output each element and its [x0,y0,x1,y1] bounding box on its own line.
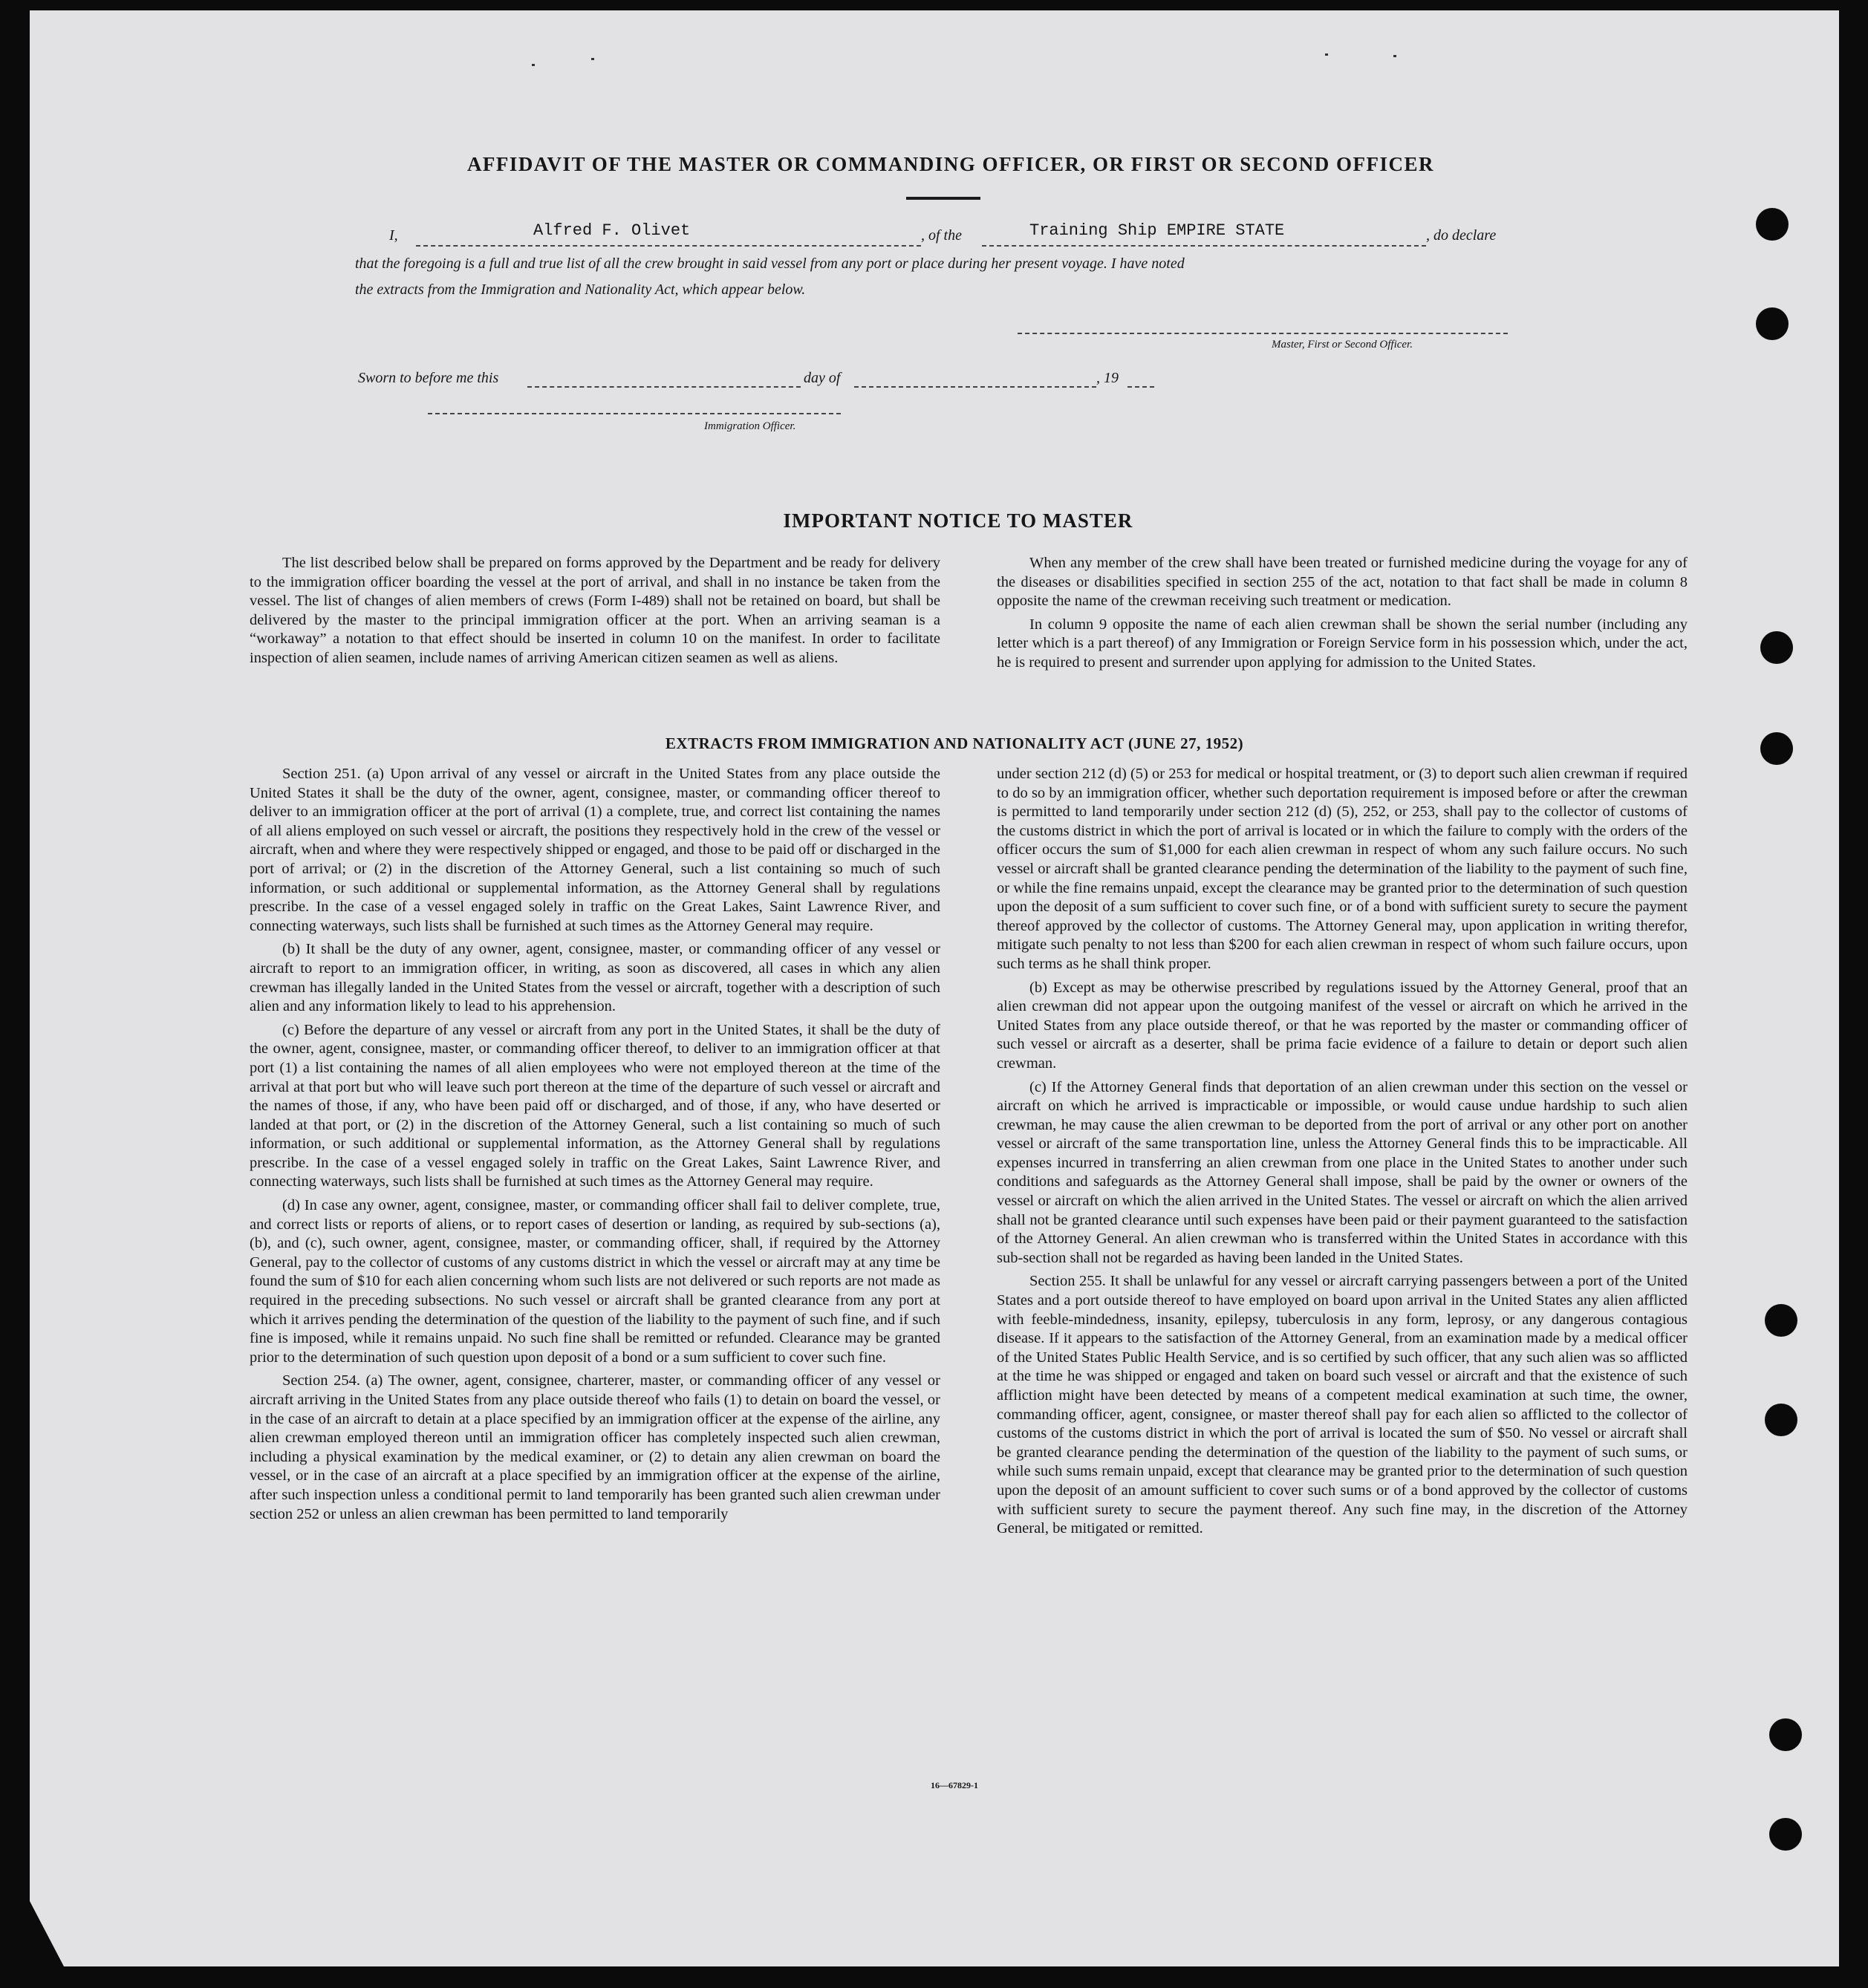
extracts-right-column [997,765,1688,1543]
scan-speck [532,64,535,66]
declare-label: , do declare [1426,227,1497,244]
master-signature-line [1018,333,1508,334]
officer-caption: Immigration Officer. [704,420,796,432]
extract-paragraph: Section 254. (a) The owner, agent, consignee, charterer, master, or commanding officer of any vessel or aircraft arriving in the United States from any place outside thereof who fails (1) to detain on board the vessel, or in the case of an aircraft to detain at a place specified by an immigration officer at the expense of the airline, any alien crewman employed thereon until an immigration officer has completely inspected such alien crewman, including a physical examination by the medical examiner, or (2) to detain any alien crewman on board the vessel, or in the case of an aircraft at a place specified by an immigration officer at the expense of the airline, after such inspection unless a conditional permit to land temporarily has been granted such alien crewman under section 252 or unless an alien crewman has been permitted to land temporarily [250,1372,940,1522]
punch-hole [1765,1304,1797,1337]
notice-paragraph: In column 9 opposite the name of each alien crewman shall be shown the serial number (including any letter which is a part thereof) of any Immigration or Foreign Service form in his possession which, under the act, he is required to present and surrender upon applying for admission to the United States. [997,616,1688,671]
affidavit-text-2: the extracts from the Immigration and Nationality Act, which appear below. [355,281,806,298]
i-label: I, [389,227,398,244]
extract-paragraph: (c) Before the departure of any vessel or aircraft from any port in the United States, it shall be the duty of the owner, agent, consignee, master, or commanding officer thereof, to deliver to an immigration officer at that port (1) a list containing the names of all alien employees who were not employed thereon at the time of the arrival at that port but who will leave such port thereon at the time of the departure of such vessel or aircraft and the names of those, if any, who have been paid off or discharged, and of those, if any, who have deserted or landed at that port, or (2) in the discretion of the Attorney General, such a list containing so much of such information, or such additional or supplemental information, as the Attorney General shall by regulations prescribe. In the case of a vessel engaged solely in traffic on the Great Lakes, Saint Lawrence River, and connecting waterways, such lists shall be furnished at such times as the Attorney General may require. [250,1021,940,1190]
extracts-left-column [250,765,940,1528]
punch-hole [1760,732,1793,765]
of-the-label: , of the [921,227,962,244]
notice-left-column [250,554,940,673]
notice-paragraph: The list described below shall be prepared on forms approved by the Department and be ready for delivery to the immigration officer boarding the vessel at the port of arrival, and shall in no instance be taken from the vessel. The list of changes of alien members of crews (Form I-489) shall not be retained on board, but shall be delivered by the master to the principal immigration officer at the port. When an arriving seaman is a “workaway” a notation to that effect should be inserted in column 10 on the manifest. In order to facilitate inspection of alien seamen, include names of arriving American citizen seamen as well as aliens. [250,555,940,666]
extracts-title: EXTRACTS FROM IMMIGRATION AND NATIONALITY ACT (JUNE 27, 1952) [665,734,1244,752]
vessel-line [982,245,1426,247]
sworn-label: Sworn to before me this [358,370,499,386]
name-line [416,245,921,247]
affidavit-title: AFFIDAVIT OF THE MASTER OR COMMANDING OFFICER, OR FIRST OR SECOND OFFICER [466,153,1435,175]
scan-speck [1393,55,1396,57]
extract-paragraph: Section 251. (a) Upon arrival of any vessel or aircraft in the United States from any place outside the United States it shall be the duty of the owner, agent, consignee, master, or commanding officer thereof to deliver to an immigration officer at the port of arrival (1) a complete, true, and correct list containing the names of all aliens employed on such vessel or aircraft, the positions they respectively hold in the crew of the vessel or aircraft, when and where they were respectively shipped or engaged, and those to be paid off or discharged in the port of arrival; or (2) in the discretion of the Attorney General, such a list containing so much of such information, or such additional or supplemental information, as the Attorney General shall by regulations prescribe. In the case of a vessel engaged solely in traffic on the Great Lakes, Saint Lawrence River, and connecting waterways, such lists shall be furnished at such times as the Attorney General may require. [250,766,940,934]
master-name-field[interactable]: Alfred F. Olivet [533,221,691,240]
vessel-name-field[interactable]: Training Ship EMPIRE STATE [1029,221,1285,240]
extract-paragraph: (c) If the Attorney General finds that deportation of an alien crewman under this section on the vessel or aircraft on which he arrived is impracticable or impossible, or would cause undue hardship to such alien crewman, he may cause the alien crewman to be deported from the port of arrival or any other port on another vessel or aircraft of the same transportation line, unless the Attorney General finds this to be impracticable. All expenses incurred in transferring an alien crewman from one place in the United States to another under such conditions and safeguards as the Attorney General shall impose, shall be paid by the owner or owners of the vessel or aircraft on which the alien arrived in the United States. The vessel or aircraft on which the alien arrived shall not be granted clearance until such expenses have been paid or their payment guaranteed to the satisfaction of the Attorney General. An alien crewman who is transferred within the United States in accordance with this sub-section shall not be regarded as having been landed in the United States. [997,1078,1688,1266]
day-of-label: day of [804,370,841,386]
affidavit-text-1: that the foregoing is a full and true list of all the crew brought in said vessel from any port or place during her present voyage. I have noted [355,255,1185,272]
title-rule [906,197,980,200]
extract-paragraph: (b) It shall be the duty of any owner, agent, consignee, master, or commanding officer of any vessel or aircraft to report to an immigration officer, in writing, as soon as discovered, all cases in which any alien crewman has illegally landed in the United States from the vessel or aircraft, together with a description of such alien and any information likely to lead to his apprehension. [250,941,940,1015]
extract-paragraph: (d) In case any owner, agent, consignee, master, or commanding officer shall fail to deliver complete, true, and correct lists or reports of aliens, or to report cases of desertion or landing, as required by sub-sections (a), (b), and (c), such owner, agent, consignee, master, or commanding officer, shall, if required by the Attorney General, pay to the collector of customs of any customs district in which the vessel or aircraft may at any time be found the sum of $10 for each alien concerning whom such lists are not delivered or such reports are not made as required in the preceding subsections. No such vessel or aircraft shall be granted clearance from any port at which it arrives pending the determination of the question of the liability to the payment of such fine, and if such fine is imposed, while it remains unpaid. No such fine shall be remitted or refunded. Clearance may be granted prior to the determination of such question upon deposit of a bond or a sum sufficient to cover such fine. [250,1197,940,1366]
sworn-month-line [854,386,1096,388]
extract-paragraph: Section 255. It shall be unlawful for any vessel or aircraft carrying passengers between a port of the United States and a port outside thereof to have employed on board upon arrival in the United States any alien afflicted with feeble-mindedness, insanity, epilepsy, tuberculosis in any form, leprosy, or any dangerous contagious disease. If it appears to the satisfaction of the Attorney General, from an examination made by a medical officer of the United States Public Health Service, and is so certified by such officer, that any such alien was so afflicted at the time he was shipped or engaged and taken on board such vessel or aircraft and that the existence of such affliction might have been detected by means of a competent medical examination at such time, the owner, commanding officer, agent, consignee, or master thereof shall pay for each alien so afflicted to the collector of customs of the customs district in which the port of arrival is located the sum of $50. No vessel or aircraft shall be granted clearance pending the determination of the question of the liability to the payment of such sums, or while such sums remain unpaid, except that clearance may be granted prior to the determination of such question upon the deposit of an amount sufficient to cover such sums or of a bond approved by the collector of customs with sufficient surety to secure the payment thereof. Any such fine may, in the discretion of the Attorney General, be mitigated or remitted. [997,1273,1688,1537]
punch-hole [1756,307,1789,340]
year-label: , 19 [1096,370,1119,386]
extract-paragraph: (b) Except as may be otherwise prescribed by regulations issued by the Attorney General, proof that an alien crewman did not appear upon the outgoing manifest of the vessel or aircraft on which he arrived in the United States from any place outside thereof, or that he was reported by the master or commanding officer of such vessel or aircraft as a deserter, shall be prima facie evidence of a failure to detain or deport such alien crewman. [997,979,1688,1072]
document-page [30,10,1839,1966]
page-corner-tear [30,1901,64,1966]
form-number: 16—67829-1 [931,1780,978,1790]
scan-speck [591,58,594,60]
year-line [1127,386,1154,388]
punch-hole [1769,1718,1802,1751]
punch-hole [1769,1818,1802,1851]
master-caption: Master, First or Second Officer. [1272,339,1413,351]
sworn-day-line [527,386,801,388]
notice-title: IMPORTANT NOTICE TO MASTER [783,509,1133,532]
punch-hole [1765,1404,1797,1436]
notice-paragraph: When any member of the crew shall have been treated or furnished medicine during the voyage for any of the diseases or disabilities specified in section 255 of the act, notation to that fact shall be made in column 8 opposite the name of the crewman receiving such treatment or medication. [997,555,1688,610]
officer-signature-line [428,413,841,414]
notice-right-column [997,554,1688,677]
punch-hole [1756,208,1789,241]
extract-paragraph: under section 212 (d) (5) or 253 for medical or hospital treatment, or (3) to deport such alien crewman if required to do so by an immigration officer, whether such deportation requirement is imposed before or after the crewman is permitted to land temporarily under section 212 (d) (5), 252, or 253, shall pay to the collector of customs of the customs district in which the port of arrival is located or in which the failure to comply with the orders of the officer occurs the sum of $1,000 for each alien crewman in respect of whom any such failure occurs. No such vessel or aircraft shall be granted clearance pending the determination of the liability to the payment of such fine, or while the fine remains unpaid, except the clearance may be granted prior to the determination of such question upon the deposit of a sum sufficient to cover such fine, or of a bond with sufficient surety to secure the payment thereof approved by the collector of customs. The Attorney General may, upon application in writing therefor, mitigate such penalty to not less than $200 for each alien crewman in respect of whom such failure occurs, upon such terms as he shall think proper. [997,766,1688,972]
scan-speck [1325,53,1328,56]
punch-hole [1760,631,1793,664]
